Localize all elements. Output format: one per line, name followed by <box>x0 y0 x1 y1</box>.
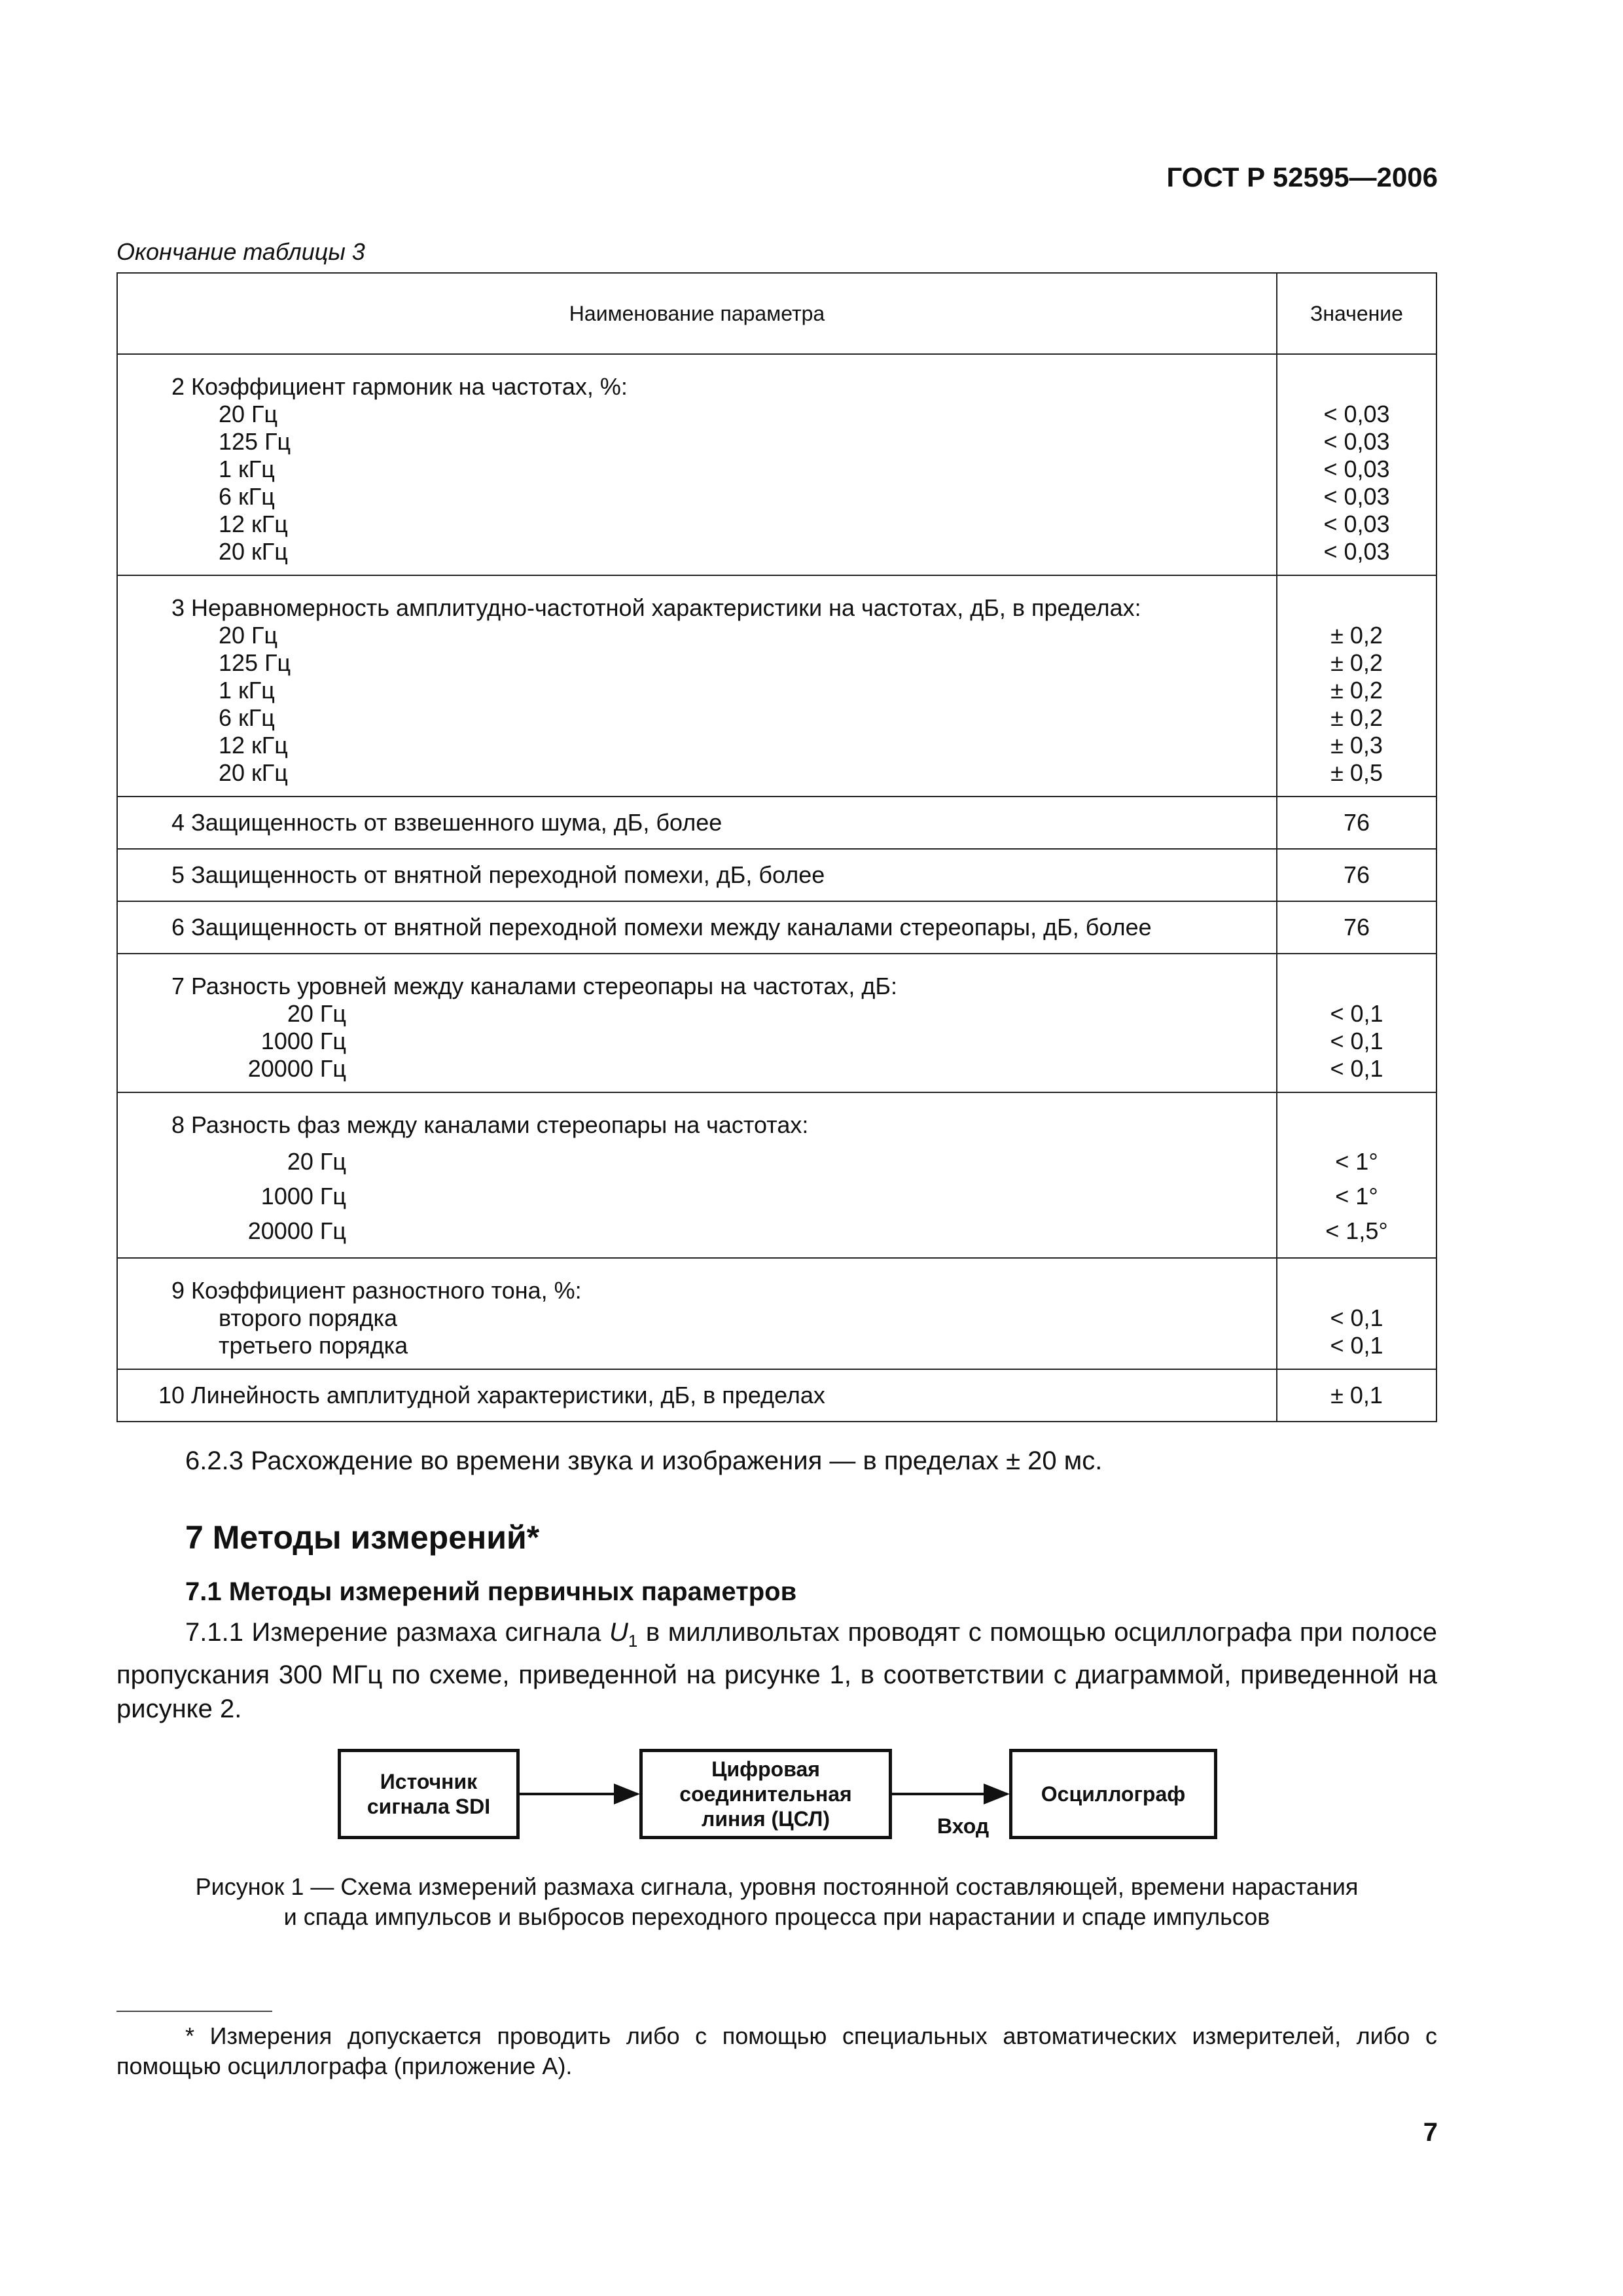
box-text: Цифровая <box>711 1757 820 1781</box>
param-value: 76 <box>1277 901 1436 954</box>
param-item: второго порядка <box>219 1304 398 1331</box>
param-title: 4 Защищенность от взвешенного шума, дБ, более <box>117 797 1277 849</box>
param-item: 125 Гц <box>219 428 291 455</box>
param-item: 20 Гц <box>219 401 278 427</box>
box-text: Осциллограф <box>1041 1782 1186 1806</box>
param-value: < 0,03 <box>1323 483 1390 510</box>
param-value: ± 0,1 <box>1277 1369 1436 1422</box>
footnote: * Измерения допускается проводить либо с помощью специальных автоматических измерителей, либо с помощью осциллографа (приложение А). <box>116 2022 1437 2079</box>
param-value: < 1° <box>1335 1183 1378 1210</box>
param-item: 12 кГц <box>219 511 288 537</box>
param-value: ± 0,5 <box>1330 759 1383 786</box>
document-header: ГОСТ Р 52595—2006 <box>1166 162 1438 192</box>
param-item: 20 Гц <box>287 1148 346 1175</box>
box-text: сигнала SDI <box>366 1795 491 1818</box>
param-value: ± 0,3 <box>1330 732 1383 759</box>
paragraph-6-2-3: 6.2.3 Расхождение во времени звука и изображения — в пределах ± 20 мс. <box>185 1446 1103 1475</box>
param-title: 8 Разность фаз между каналами стереопары на частотах: <box>171 1111 809 1138</box>
param-item: 12 кГц <box>219 732 288 759</box>
subsection-heading-7-1: 7.1 Методы измерений первичных параметров <box>185 1577 797 1606</box>
param-item: 20 Гц <box>219 622 278 649</box>
symbol-u-subscript: 1 <box>628 1631 638 1651</box>
param-item: 1 кГц <box>219 456 275 482</box>
param-item: 1 кГц <box>219 677 275 704</box>
param-value: < 0,1 <box>1330 1028 1383 1054</box>
param-value: < 0,03 <box>1323 538 1390 565</box>
param-item: 1000 Гц <box>260 1183 346 1210</box>
param-title: 10 Линейность амплитудной характеристики, дБ, в пределах <box>117 1369 1277 1422</box>
param-value: 76 <box>1277 849 1436 901</box>
param-value: < 0,03 <box>1323 456 1390 482</box>
param-title: 9 Коэффициент разностного тона, %: <box>171 1277 582 1304</box>
figure-caption: Рисунок 1 — Схема измерений размаха сигнала, уровня постоянной составляющей, времени нарастания и спада импульсов и выбросов переходного процесса при нарастании и спаде импульсов <box>195 1873 1359 1930</box>
table-caption: Окончание таблицы 3 <box>116 238 365 265</box>
section-heading-7: 7 Методы измерений* <box>185 1519 540 1556</box>
param-item: 20 Гц <box>287 1000 346 1027</box>
param-value: < 0,1 <box>1330 1000 1383 1027</box>
param-item: 20 кГц <box>219 759 288 786</box>
param-item: 6 кГц <box>219 704 275 731</box>
column-header-value: Значение <box>1277 273 1436 354</box>
param-value: ± 0,2 <box>1330 704 1383 731</box>
param-value: < 1° <box>1335 1148 1378 1175</box>
footnote-separator <box>116 2011 272 2012</box>
symbol-u: U <box>609 1618 628 1647</box>
param-item: третьего порядка <box>219 1332 408 1359</box>
param-value: 76 <box>1277 797 1436 849</box>
param-title: 2 Коэффициент гармоник на частотах, %: <box>171 373 628 400</box>
param-value: ± 0,2 <box>1330 649 1383 676</box>
param-value: < 0,03 <box>1323 511 1390 537</box>
param-value: < 0,1 <box>1330 1304 1383 1331</box>
param-title: 3 Неравномерность амплитудно-частотной характеристики на частотах, дБ, в пределах: <box>171 594 1141 621</box>
param-value: < 0,03 <box>1323 428 1390 455</box>
param-value: < 1,5° <box>1325 1217 1388 1244</box>
param-item: 6 кГц <box>219 483 275 510</box>
box-text: линия (ЦСЛ) <box>701 1807 830 1831</box>
param-value: ± 0,2 <box>1330 622 1383 649</box>
param-item: 1000 Гц <box>260 1028 346 1054</box>
box-text: Источник <box>380 1770 478 1793</box>
box-text: соединительная <box>679 1782 852 1806</box>
param-item: 20 кГц <box>219 538 288 565</box>
param-value: < 0,03 <box>1323 401 1390 427</box>
param-item: 125 Гц <box>219 649 291 676</box>
param-title: 5 Защищенность от внятной переходной помехи, дБ, более <box>117 849 1277 901</box>
param-item: 20000 Гц <box>247 1217 346 1244</box>
param-value: < 0,1 <box>1330 1332 1383 1359</box>
paragraph-7-1-1: 7.1.1 Измерение размаха сигнала $U_1$ в милливольтах проводят с помощью осциллографа при полосе пропускания 300 МГц по схеме, приведенной на рисунке 1, в соответствии с диаграммой, приведенной на рисунке 2. <box>116 1618 1437 1723</box>
param-title: 7 Разность уровней между каналами стереопары на частотах, дБ: <box>171 973 898 999</box>
param-value: < 0,1 <box>1330 1055 1383 1082</box>
diagram-input-label: Вход <box>937 1814 990 1838</box>
page-number: 7 <box>1423 2118 1438 2147</box>
param-value: ± 0,2 <box>1330 677 1383 704</box>
column-header-name: Наименование параметра <box>117 273 1277 354</box>
param-item: 20000 Гц <box>247 1055 346 1082</box>
param-title: 6 Защищенность от внятной переходной помехи между каналами стереопары, дБ, более <box>117 901 1277 954</box>
